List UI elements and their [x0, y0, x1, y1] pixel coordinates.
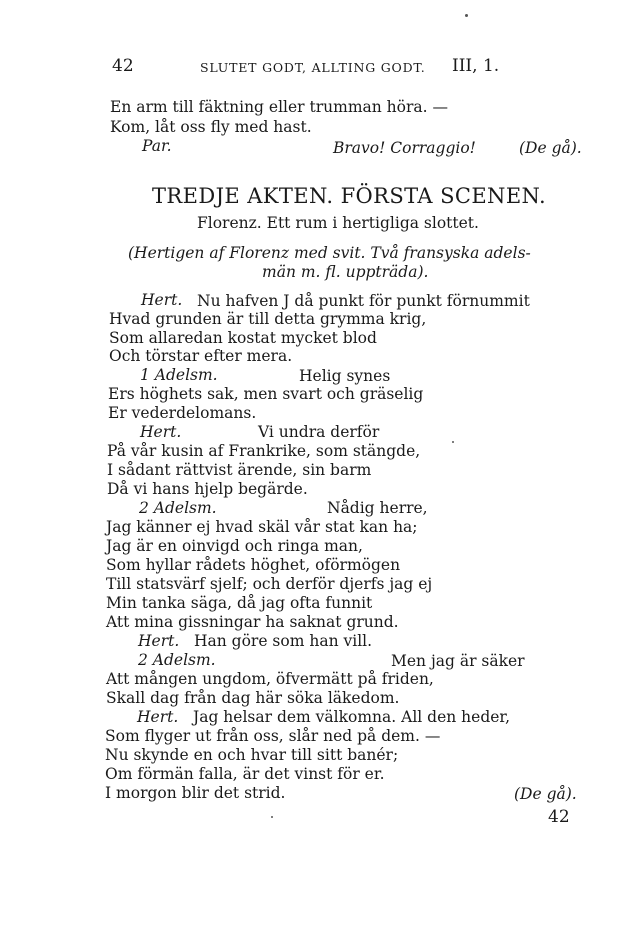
verse-line: Skall dag från dag här söka läkedom. — [106, 689, 400, 707]
print-speck — [465, 14, 468, 17]
verse-line: Men jag är säker — [391, 652, 525, 670]
scene-location: Florenz. Ett rum i hertigliga slottet. — [197, 214, 479, 232]
verse-line: Han göre som han vill. — [194, 632, 373, 650]
speaker-name: 2 Adelsm. — [138, 651, 216, 669]
verse-line: Jag helsar dem välkomna. All den heder, — [193, 708, 511, 726]
speaker-name: Hert. — [140, 423, 182, 441]
verse-line: Nu skynde en och hvar till sitt banér; — [105, 746, 399, 764]
verse-line: Till statsvärf sjelf; och derför djerfs jag ej — [106, 575, 433, 593]
act-heading: TREDJE AKTEN. FÖRSTA SCENEN. — [152, 184, 547, 208]
print-speck — [452, 441, 454, 443]
verse-line: I sådant rättvist ärende, sin barm — [107, 461, 372, 479]
stage-direction: (De gå). — [519, 139, 582, 157]
verse-line: En arm till fäktning eller trumman höra. — — [110, 98, 448, 116]
speaker-name: 1 Adelsm. — [140, 366, 218, 384]
verse-line: Att mina gissningar ha saknat grund. — [106, 613, 399, 631]
verse-line: Som hyllar rådets höghet, oförmögen — [106, 556, 401, 574]
verse-line: Hvad grunden är till detta grymma krig, — [109, 310, 427, 328]
speaker-name: 2 Adelsm. — [139, 499, 217, 517]
verse-line: Nu hafven J då punkt för punkt förnummit — [197, 292, 530, 310]
verse-line: Kom, låt oss fly med hast. — [110, 118, 312, 136]
verse-line: Vi undra derför — [258, 423, 380, 441]
header-page-number: 42 — [112, 56, 134, 76]
stage-direction: (Hertigen af Florenz med svit. Två fransyska adels- — [128, 244, 531, 262]
speaker-name: Hert. — [141, 291, 183, 309]
verse-line: Då vi hans hjelp begärde. — [107, 480, 308, 498]
speaker-name: Hert. — [138, 632, 180, 650]
verse-line: Och törstar efter mera. — [109, 347, 293, 365]
print-speck — [271, 816, 273, 818]
header-act-scene: III, 1. — [452, 56, 500, 76]
verse-line: Jag är en oinvigd och ringa man, — [106, 537, 363, 555]
verse-line: Som flyger ut från oss, slår ned på dem. — — [105, 727, 441, 745]
speaker-name: Par. — [142, 137, 172, 155]
verse-line: I morgon blir det strid. — [105, 784, 286, 802]
stage-direction: män m. fl. uppträda). — [262, 263, 429, 281]
verse-line: Som allaredan kostat mycket blod — [109, 329, 377, 347]
verse-line: Min tanka säga, då jag ofta funnit — [106, 594, 373, 612]
verse-line: Helig synes — [299, 367, 391, 385]
verse-line: Nådig herre, — [327, 499, 428, 517]
footer-page-number: 42 — [548, 807, 570, 827]
verse-line: Ers höghets sak, men svart och gräselig — [108, 385, 424, 403]
verse-line: Bravo! Corraggio! — [333, 139, 476, 157]
verse-line: På vår kusin af Frankrike, som stängde, — [107, 442, 421, 460]
speaker-name: Hert. — [137, 708, 179, 726]
verse-line: Er vederdelomans. — [108, 404, 257, 422]
verse-line: Att mången ungdom, öfvermätt på friden, — [106, 670, 434, 688]
stage-direction: (De gå). — [514, 785, 577, 803]
verse-line: Om förmän falla, är det vinst för er. — [105, 765, 385, 783]
running-title: SLUTET GODT, ALLTING GODT. — [200, 60, 426, 75]
verse-line: Jag känner ej hvad skäl vår stat kan ha; — [106, 518, 418, 536]
